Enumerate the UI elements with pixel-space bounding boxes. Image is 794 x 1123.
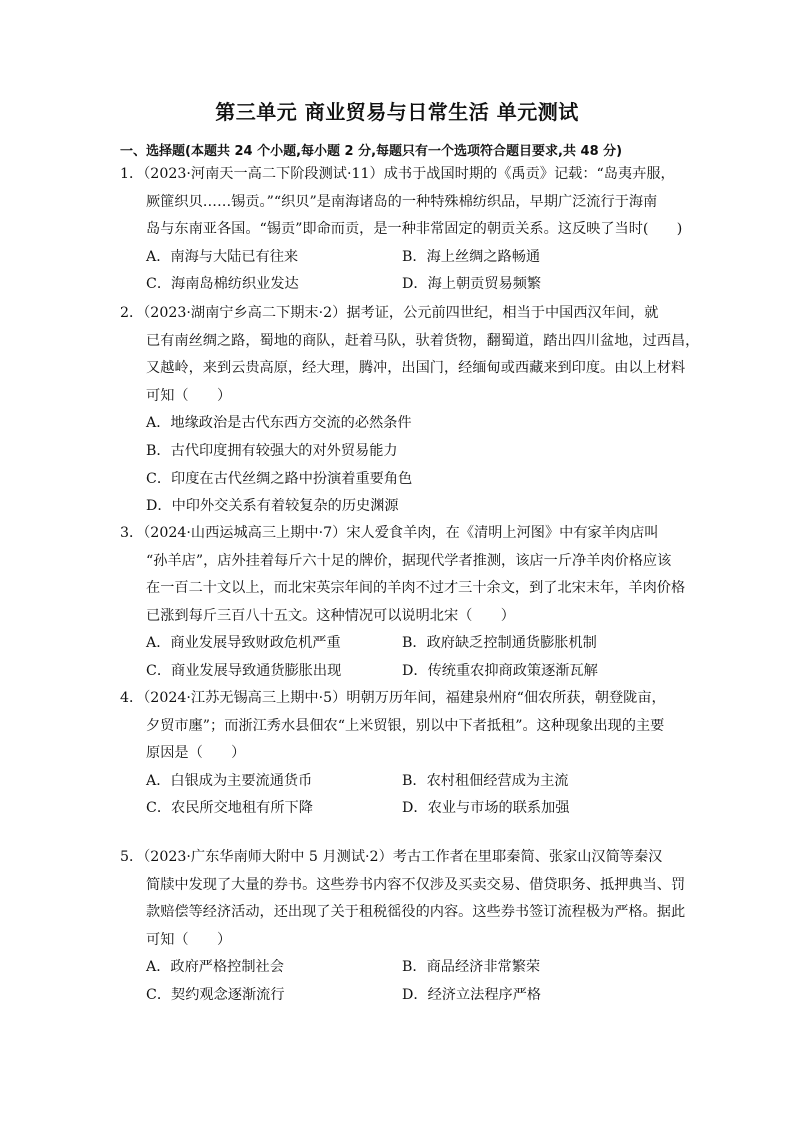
question-text-line: 4．（2024·江苏无锡高三上期中·5）明朝万历年间，福建泉州府“佃农所获，朝登陇亩， (120, 690, 666, 706)
option-c[interactable]: C．海南岛棉纺织业发达 (146, 276, 299, 293)
question-text-line: 又越岭，来到云贵高原，经大理，腾冲，出国门，经缅甸或西藏来到印度。由以上材料 (146, 360, 686, 377)
question-text-line: 夕贸市廛”；而浙江秀水县佃农“上米贸银，别以中下者抵租”。这种现象出现的主要 (146, 717, 665, 734)
question-text-line: 1．（2023·河南天一高二下阶段测试·11）成书于战国时期的《禹贡》记载：“岛夷卉服， (120, 166, 675, 182)
question-text-line: 岛与东南亚各国。“锡贡”即命而贡，是一种非常固定的朝贡关系。这反映了当时( ) (146, 221, 683, 238)
option-a[interactable]: A．南海与大陆已有往来 (146, 248, 299, 265)
option-a[interactable]: A．政府严格控制社会 (146, 959, 284, 976)
option-c[interactable]: C．契约观念逐渐流行 (146, 986, 285, 1003)
question-text-line: 已涨到每斤三百八十五文。这种情况可以说明北宋（ ） (146, 607, 515, 624)
option-d[interactable]: D．传统重农抑商政策逐渐瓦解 (402, 662, 598, 679)
options-group (120, 244, 680, 299)
question-2 (120, 300, 700, 521)
option-a[interactable]: A．商业发展导致财政危机严重 (146, 635, 341, 652)
option-b[interactable]: B．海上丝绸之路畅通 (402, 248, 541, 265)
question-text-line: 在一百二十文以上，而北宋英宗年间的羊肉不过才三十余文，到了北宋末年，羊肉价格 (146, 580, 686, 597)
option-a[interactable]: A．白银成为主要流通货币 (146, 772, 313, 789)
option-b[interactable]: B．商品经济非常繁荣 (402, 959, 541, 976)
question-text-line: 款赔偿等经济活动，还出现了关于租税徭役的内容。这些券书签订流程极为严格。据此 (146, 904, 686, 921)
question-5 (120, 844, 686, 1010)
question-text-line: 可知（ ） (146, 387, 232, 404)
question-text-line: 厥篚织贝……锡贡。”“织贝”是南海诸岛的一种特殊棉纺织品，早期广泛流行于海南 (146, 193, 658, 210)
question-text-line: 2．（2023·湖南宁乡高二下期末·2）据考证，公元前四世纪，相当于中国西汉年间，就 (120, 305, 659, 321)
question-text-line: 可知（ ） (146, 931, 232, 948)
page-title: 第三单元 商业贸易与日常生活 单元测试 (215, 100, 579, 124)
question-text-line: “孙羊店”，店外挂着每斤六十足的牌价，据现代学者推测，该店一斤净羊肉价格应该 (146, 552, 672, 569)
options-group (120, 768, 680, 823)
option-b[interactable]: B．古代印度拥有较强大的对外贸易能力 (146, 442, 398, 459)
options-group (120, 410, 680, 520)
question-text-line: 5．（2023·广东华南师大附中 5 月测试·2）考古工作者在里耶秦简、张家山汉简等秦汉 (120, 849, 663, 865)
question-text-line: 原因是（ ） (146, 745, 246, 762)
option-c[interactable]: C．商业发展导致通货膨胀出现 (146, 662, 342, 679)
question-text-line: 已有南丝绸之路，蜀地的商队，赶着马队，驮着货物，翻蜀道，踏出四川盆地，过西昌， (146, 332, 700, 349)
question-text-line: 简牍中发现了大量的券书。这些券书内容不仅涉及买卖交易、借贷职务、抵押典当、罚 (146, 876, 686, 893)
option-c[interactable]: C．印度在古代丝绸之路中扮演着重要角色 (146, 470, 413, 487)
option-d[interactable]: D．中印外交关系有着较复杂的历史渊源 (146, 498, 399, 515)
question-3 (120, 520, 686, 686)
question-1 (120, 161, 683, 299)
options-group (120, 954, 680, 1009)
question-4 (120, 685, 680, 823)
option-d[interactable]: D．海上朝贡贸易频繁 (402, 276, 542, 293)
option-b[interactable]: B．农村租佃经营成为主流 (402, 772, 569, 789)
section-heading: 一、选择题(本题共 24 个小题,每小题 2 分,每题只有一个选项符合题目要求,共 48 分) (120, 144, 623, 159)
question-text-line: 3．（2024·山西运城高三上期中·7）宋人爱食羊肉，在《清明上河图》中有家羊肉店叫 (120, 525, 659, 541)
option-b[interactable]: B．政府缺乏控制通货膨胀机制 (402, 635, 597, 652)
option-a[interactable]: A．地缘政治是古代东西方交流的必然条件 (146, 415, 412, 432)
option-c[interactable]: C．农民所交地租有所下降 (146, 800, 313, 817)
options-group (120, 630, 680, 685)
option-d[interactable]: D．经济立法程序严格 (402, 986, 542, 1003)
option-d[interactable]: D．农业与市场的联系加强 (402, 800, 570, 817)
